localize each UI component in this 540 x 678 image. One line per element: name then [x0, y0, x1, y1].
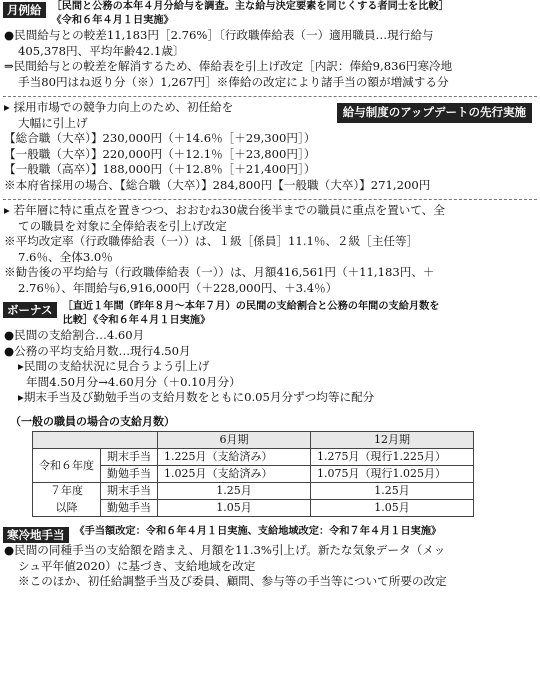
bonus-note-1: ［直近１年間（昨年８月〜本年７月）の民間の支給割合と公務の年間の支給月数を [62, 301, 440, 312]
cold-body: ●民間の同種手当の支給額を踏まえ、月額を11.3%引上げ。新たな気象データ（メッ [4, 543, 446, 557]
young-line: ての職員を対象に全俸給表を引上げ改定 [18, 218, 227, 233]
initial-pay-row: 【一般職（高卒）】188,000円（＋12.8％［＋21,400円］） [4, 162, 316, 176]
young-line: 2.76％）、年間給与6,916,000円（＋228,000円、＋3.4％） [18, 280, 338, 295]
table-header-row [33, 432, 474, 449]
monthly-header [0, 0, 540, 28]
initial-pay-intro-1: ▸ 採用市場での競争力向上のため、初任給を [4, 100, 234, 114]
row-kinben: 勤勉手当 [101, 500, 158, 517]
monthly-body-2: 405,378円、平均年齢42.1歳〕 [18, 43, 185, 58]
bonus-body: 年間4.50月分→4.60月分（＋0.10月分） [26, 374, 241, 389]
cold-tag: 寒冷地手当 [3, 527, 69, 543]
cell: 1.05月 [158, 500, 311, 517]
bonus-months-table [32, 431, 474, 517]
bonus-body: ●民間の支給割合…4.60月 [4, 328, 145, 342]
row-kimatsu: 期末手当 [101, 449, 158, 466]
initial-pay-note: ※本府省採用の場合、【総合職（大卒）】284,800円【一般職（大卒）】271,200円 [4, 177, 431, 192]
table-title: （一般の職員の場合の支給月数） [10, 414, 175, 428]
monthly-note-2: 《令和６年４月１日実施》 [51, 15, 174, 26]
young-line: 7.6％、全体3.0％ [18, 249, 113, 264]
young-line: ※勧告後の平均給与（行政職俸給表（一））は、月額416,561円（＋11,183円、＋ [4, 265, 435, 279]
cold-body: ※このほか、初任給調整手当及び委員、顧問、参与等の手当等について所要の改定 [18, 574, 447, 588]
cell: 1.05月 [311, 500, 474, 517]
initial-pay-section [0, 100, 540, 193]
bonus-body: ▸期末手当及び勤勉手当の支給月数をともに0.05月分ずつ均等に配分 [18, 390, 375, 404]
table-row [33, 500, 474, 517]
initial-pay-intro-2: 大幅に引上げ [18, 115, 88, 130]
cell: 1.075月（現行1.025月） [311, 466, 474, 483]
young-line: ▸ 若年層に特に重点を置きつつ、おおむね30歳台後半までの職員に重点を置いて、全 [4, 203, 445, 217]
table-row [33, 483, 474, 500]
update-badge: 給与制度のアップデートの先行実施 [337, 103, 532, 123]
row-label-y7: ７年度 [33, 483, 101, 500]
monthly-tag: 月例給 [3, 2, 46, 18]
initial-pay-row: 【一般職（大卒）】220,000円（＋12.1％［＋23,800円］） [4, 146, 316, 161]
row-label-r6: 令和６年度 [33, 449, 101, 483]
divider [3, 199, 537, 200]
cell: 1.025月（支給済み） [158, 466, 311, 483]
initial-pay-row: 【総合職（大卒）】230,000円（＋14.6％［＋29,300円］） [4, 131, 316, 145]
cell: 1.25月 [158, 483, 311, 500]
cold-body: シュ平年値2020）に基づき、支給地域を改定 [18, 558, 256, 573]
cell: 1.275月（現行1.225月） [311, 449, 474, 466]
bonus-note-2: 比較］《令和６年４月１日実施》 [62, 315, 211, 326]
divider [3, 96, 537, 97]
row-kinben: 勤勉手当 [101, 466, 158, 483]
monthly-body-3: ⇒民間給与との較差を解消するため、俸給表を引上げ改定［内訳：俸給9,836円寒冷地 [4, 59, 453, 73]
cold-header [0, 525, 540, 543]
cell: 1.25月 [311, 483, 474, 500]
row-label-later: 以降 [33, 500, 101, 517]
monthly-note-1: ［民間と公務の本年４月分給与を調査。主な給与決定要素を同じくする者同士を比較］ [51, 1, 449, 12]
bonus-body: ▸民間の支給状況に見合うよう引上げ [18, 359, 210, 373]
monthly-body-4: 手当80円はね返り分（※）1,267円］※俸給の改定により諸手当の額が増減する分 [18, 74, 449, 89]
young-line: ※平均改定率（行政職俸給表（一））は、１級［係員］11.1％、２級［主任等］ [4, 234, 419, 248]
table-row [33, 449, 474, 466]
col-june: 6月期 [158, 432, 311, 449]
col-dec: 12月期 [311, 432, 474, 449]
monthly-body-1: ●民間給与との較差11,183円［2.76%］〔行政職俸給表（一）適用職員…現行給与 [4, 28, 434, 42]
row-kimatsu: 期末手当 [101, 483, 158, 500]
bonus-tag: ボーナス [3, 302, 57, 318]
cold-note: 《手当額改定：令和６年４月１日実施、支給地域改定：令和７年４月１日実施》 [74, 526, 442, 537]
bonus-header [0, 300, 540, 328]
bonus-body: ●公務の平均支給月数…現行4.50月 [4, 343, 191, 358]
cell: 1.225月（支給済み） [158, 449, 311, 466]
